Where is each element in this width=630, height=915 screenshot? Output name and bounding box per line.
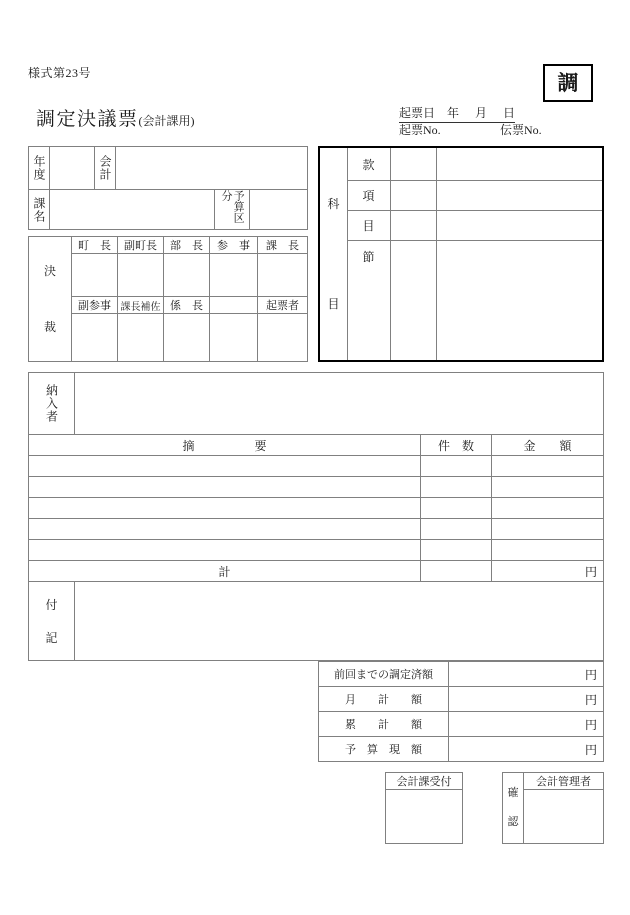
summary-label-budget-balance [318, 736, 449, 762]
issue-date-month: 月 [475, 106, 488, 120]
choutei-stamp [543, 64, 593, 102]
payer-value-cell[interactable] [74, 372, 604, 435]
remarks-label-char1: 付 [45, 597, 58, 612]
detail-amount-cell[interactable] [491, 497, 604, 519]
approval-header-dept-chief-label: 部 長 [170, 240, 203, 252]
manager-confirm-label-cell [502, 772, 524, 844]
kamoku-ko-label: 項 [362, 189, 375, 203]
approval-label-char2: 裁 [43, 320, 56, 334]
approval-header-mayor [71, 236, 118, 254]
approval-header-deputy-mayor [117, 236, 164, 254]
detail-total-label-cell [28, 560, 421, 582]
summary-label-budget-balance-text: 予 算 現 額 [345, 744, 422, 756]
kamoku-moku-label: 目 [362, 219, 375, 233]
table-row[interactable] [28, 476, 421, 498]
section-label-cell [28, 189, 50, 230]
issue-number-label: 起票No. [399, 123, 441, 137]
receipt-box-title-cell [385, 772, 463, 790]
approval-header-mayor-label: 町 長 [78, 240, 111, 252]
summary-value-monthly[interactable] [448, 686, 604, 712]
approval-sign-counselor[interactable] [209, 253, 258, 297]
summary-value-cumulative[interactable] [448, 711, 604, 737]
remarks-label-char2: 記 [45, 630, 58, 645]
kamoku-row-setsu-name[interactable] [436, 240, 602, 360]
payer-label-cell [28, 372, 75, 435]
detail-total-currency-unit: 円 [584, 564, 597, 579]
manager-box-value-cell[interactable] [523, 789, 604, 844]
budget-class-label: 予算区分 [220, 190, 245, 223]
kamoku-label-char1: 科 [327, 197, 340, 211]
approval-header-deputy-mayor-label: 副町長 [124, 240, 157, 252]
detail-header-count-label: 件 数 [437, 438, 474, 453]
detail-count-cell[interactable] [420, 539, 492, 561]
detail-amount-cell[interactable] [491, 476, 604, 498]
summary-label-cumulative-text: 累 計 額 [345, 719, 422, 731]
approval-header-drafter [257, 296, 308, 314]
slip-number-label: 伝票No. [500, 123, 542, 137]
page-title-main: 調定決議票 [36, 109, 139, 130]
summary-label-monthly-text: 月 計 額 [345, 694, 422, 706]
approval-sign-blank[interactable] [209, 313, 258, 362]
summary-unit-previous: 円 [584, 667, 597, 682]
detail-count-cell[interactable] [420, 518, 492, 540]
kamoku-row-kan-label [347, 148, 391, 181]
detail-header-description [28, 434, 421, 456]
approval-sign-deputy-counselor[interactable] [71, 313, 118, 362]
budget-class-value-cell[interactable] [249, 189, 308, 230]
detail-total-label: 計 [218, 564, 231, 579]
approval-header-counselor [209, 236, 258, 254]
approval-sign-assistant-chief[interactable] [117, 313, 164, 362]
remarks-value-cell[interactable] [74, 581, 604, 661]
detail-count-cell[interactable] [420, 476, 492, 498]
approval-sign-mayor[interactable] [71, 253, 118, 297]
approval-sign-dept-chief[interactable] [163, 253, 210, 297]
fiscal-year-label: 年度 [32, 155, 46, 181]
kamoku-row-setsu-code[interactable] [390, 240, 437, 360]
table-row[interactable] [28, 497, 421, 519]
detail-amount-cell[interactable] [491, 539, 604, 561]
budget-class-label-cell [214, 189, 250, 230]
manager-box-title-cell [523, 772, 604, 790]
detail-count-cell[interactable] [420, 455, 492, 477]
summary-unit-cumulative: 円 [584, 717, 597, 732]
form-number: 様式第23号 [28, 66, 92, 80]
table-row[interactable] [28, 518, 421, 540]
issue-date-label: 起票日 [399, 106, 436, 120]
summary-label-previous-text: 前回までの調定済額 [334, 669, 433, 681]
summary-label-cumulative [318, 711, 449, 737]
page-title [36, 104, 195, 131]
payer-label: 納入者 [44, 384, 59, 423]
issue-date-year: 年 [447, 106, 460, 120]
approval-header-drafter-label: 起票者 [266, 300, 299, 312]
receipt-box-value-cell[interactable] [385, 789, 463, 844]
approval-header-assistant-chief-label: 課長補佐 [120, 301, 161, 313]
approval-sign-section-chief[interactable] [257, 253, 308, 297]
approval-label-char1: 決 [43, 264, 56, 278]
approval-header-deputy-counselor-label: 副参事 [78, 300, 111, 312]
approval-sign-deputy-mayor[interactable] [117, 253, 164, 297]
detail-total-amount-cell[interactable] [491, 560, 604, 582]
page-title-sub: (会計課用) [138, 114, 195, 128]
issue-date-day: 日 [503, 106, 516, 120]
detail-count-cell[interactable] [420, 497, 492, 519]
kamoku-row-kan-code[interactable] [390, 148, 437, 181]
account-value-cell[interactable] [115, 146, 308, 190]
kamoku-row-moku-name[interactable] [436, 210, 602, 241]
summary-label-previous [318, 661, 449, 687]
summary-unit-budget-balance: 円 [584, 742, 597, 757]
detail-header-count [420, 434, 492, 456]
kamoku-setsu-label: 節 [362, 250, 375, 264]
fiscal-year-value-cell[interactable] [49, 146, 95, 190]
approval-header-deputy-counselor [71, 296, 118, 314]
manager-box-title: 会計管理者 [536, 776, 591, 788]
detail-header-amount-label: 金 額 [523, 438, 572, 453]
kamoku-label-char2: 目 [327, 297, 340, 311]
approval-header-blank [209, 296, 258, 314]
approval-sign-drafter[interactable] [257, 313, 308, 362]
approval-header-section-chief-label: 課 長 [266, 240, 299, 252]
kamoku-row-ko-code[interactable] [390, 180, 437, 211]
kamoku-label-cell [320, 148, 348, 360]
summary-value-previous[interactable] [448, 661, 604, 687]
approval-header-subsection-chief [163, 296, 210, 314]
approval-header-section-chief [257, 236, 308, 254]
approval-header-counselor-label: 参 事 [217, 240, 250, 252]
section-value-cell[interactable] [49, 189, 215, 230]
kamoku-row-setsu-label [347, 240, 391, 360]
section-label: 課名 [32, 196, 46, 223]
receipt-box-title: 会計課受付 [396, 776, 452, 788]
kamoku-row-ko-label [347, 180, 391, 211]
detail-amount-cell[interactable] [491, 518, 604, 540]
kamoku-row-ko-name[interactable] [436, 180, 602, 211]
manager-confirm-char1: 確 [507, 787, 519, 799]
stamp-mark-text: 調 [557, 70, 579, 95]
account-label: 会計 [98, 155, 112, 181]
account-label-cell [94, 146, 116, 190]
approval-header-dept-chief [163, 236, 210, 254]
kamoku-kan-label: 款 [362, 157, 375, 172]
detail-header-amount [491, 434, 604, 456]
kamoku-row-moku-code[interactable] [390, 210, 437, 241]
fiscal-year-label-cell [28, 146, 50, 190]
summary-label-monthly [318, 686, 449, 712]
approval-sign-subsection-chief[interactable] [163, 313, 210, 362]
table-row[interactable] [28, 539, 421, 561]
summary-value-budget-balance[interactable] [448, 736, 604, 762]
approval-label-cell [28, 236, 72, 362]
table-row[interactable] [28, 455, 421, 477]
detail-amount-cell[interactable] [491, 455, 604, 477]
manager-confirm-char2: 認 [507, 816, 519, 828]
detail-total-count-cell[interactable] [420, 560, 492, 582]
summary-unit-monthly: 円 [584, 692, 597, 707]
detail-header-description-label: 摘 要 [182, 438, 267, 453]
approval-header-assistant-chief [117, 296, 164, 314]
kamoku-row-moku-label [347, 210, 391, 241]
remarks-label-cell [28, 581, 75, 661]
approval-header-subsection-chief-label: 係 長 [170, 300, 203, 312]
kamoku-row-kan-name[interactable] [436, 148, 602, 181]
